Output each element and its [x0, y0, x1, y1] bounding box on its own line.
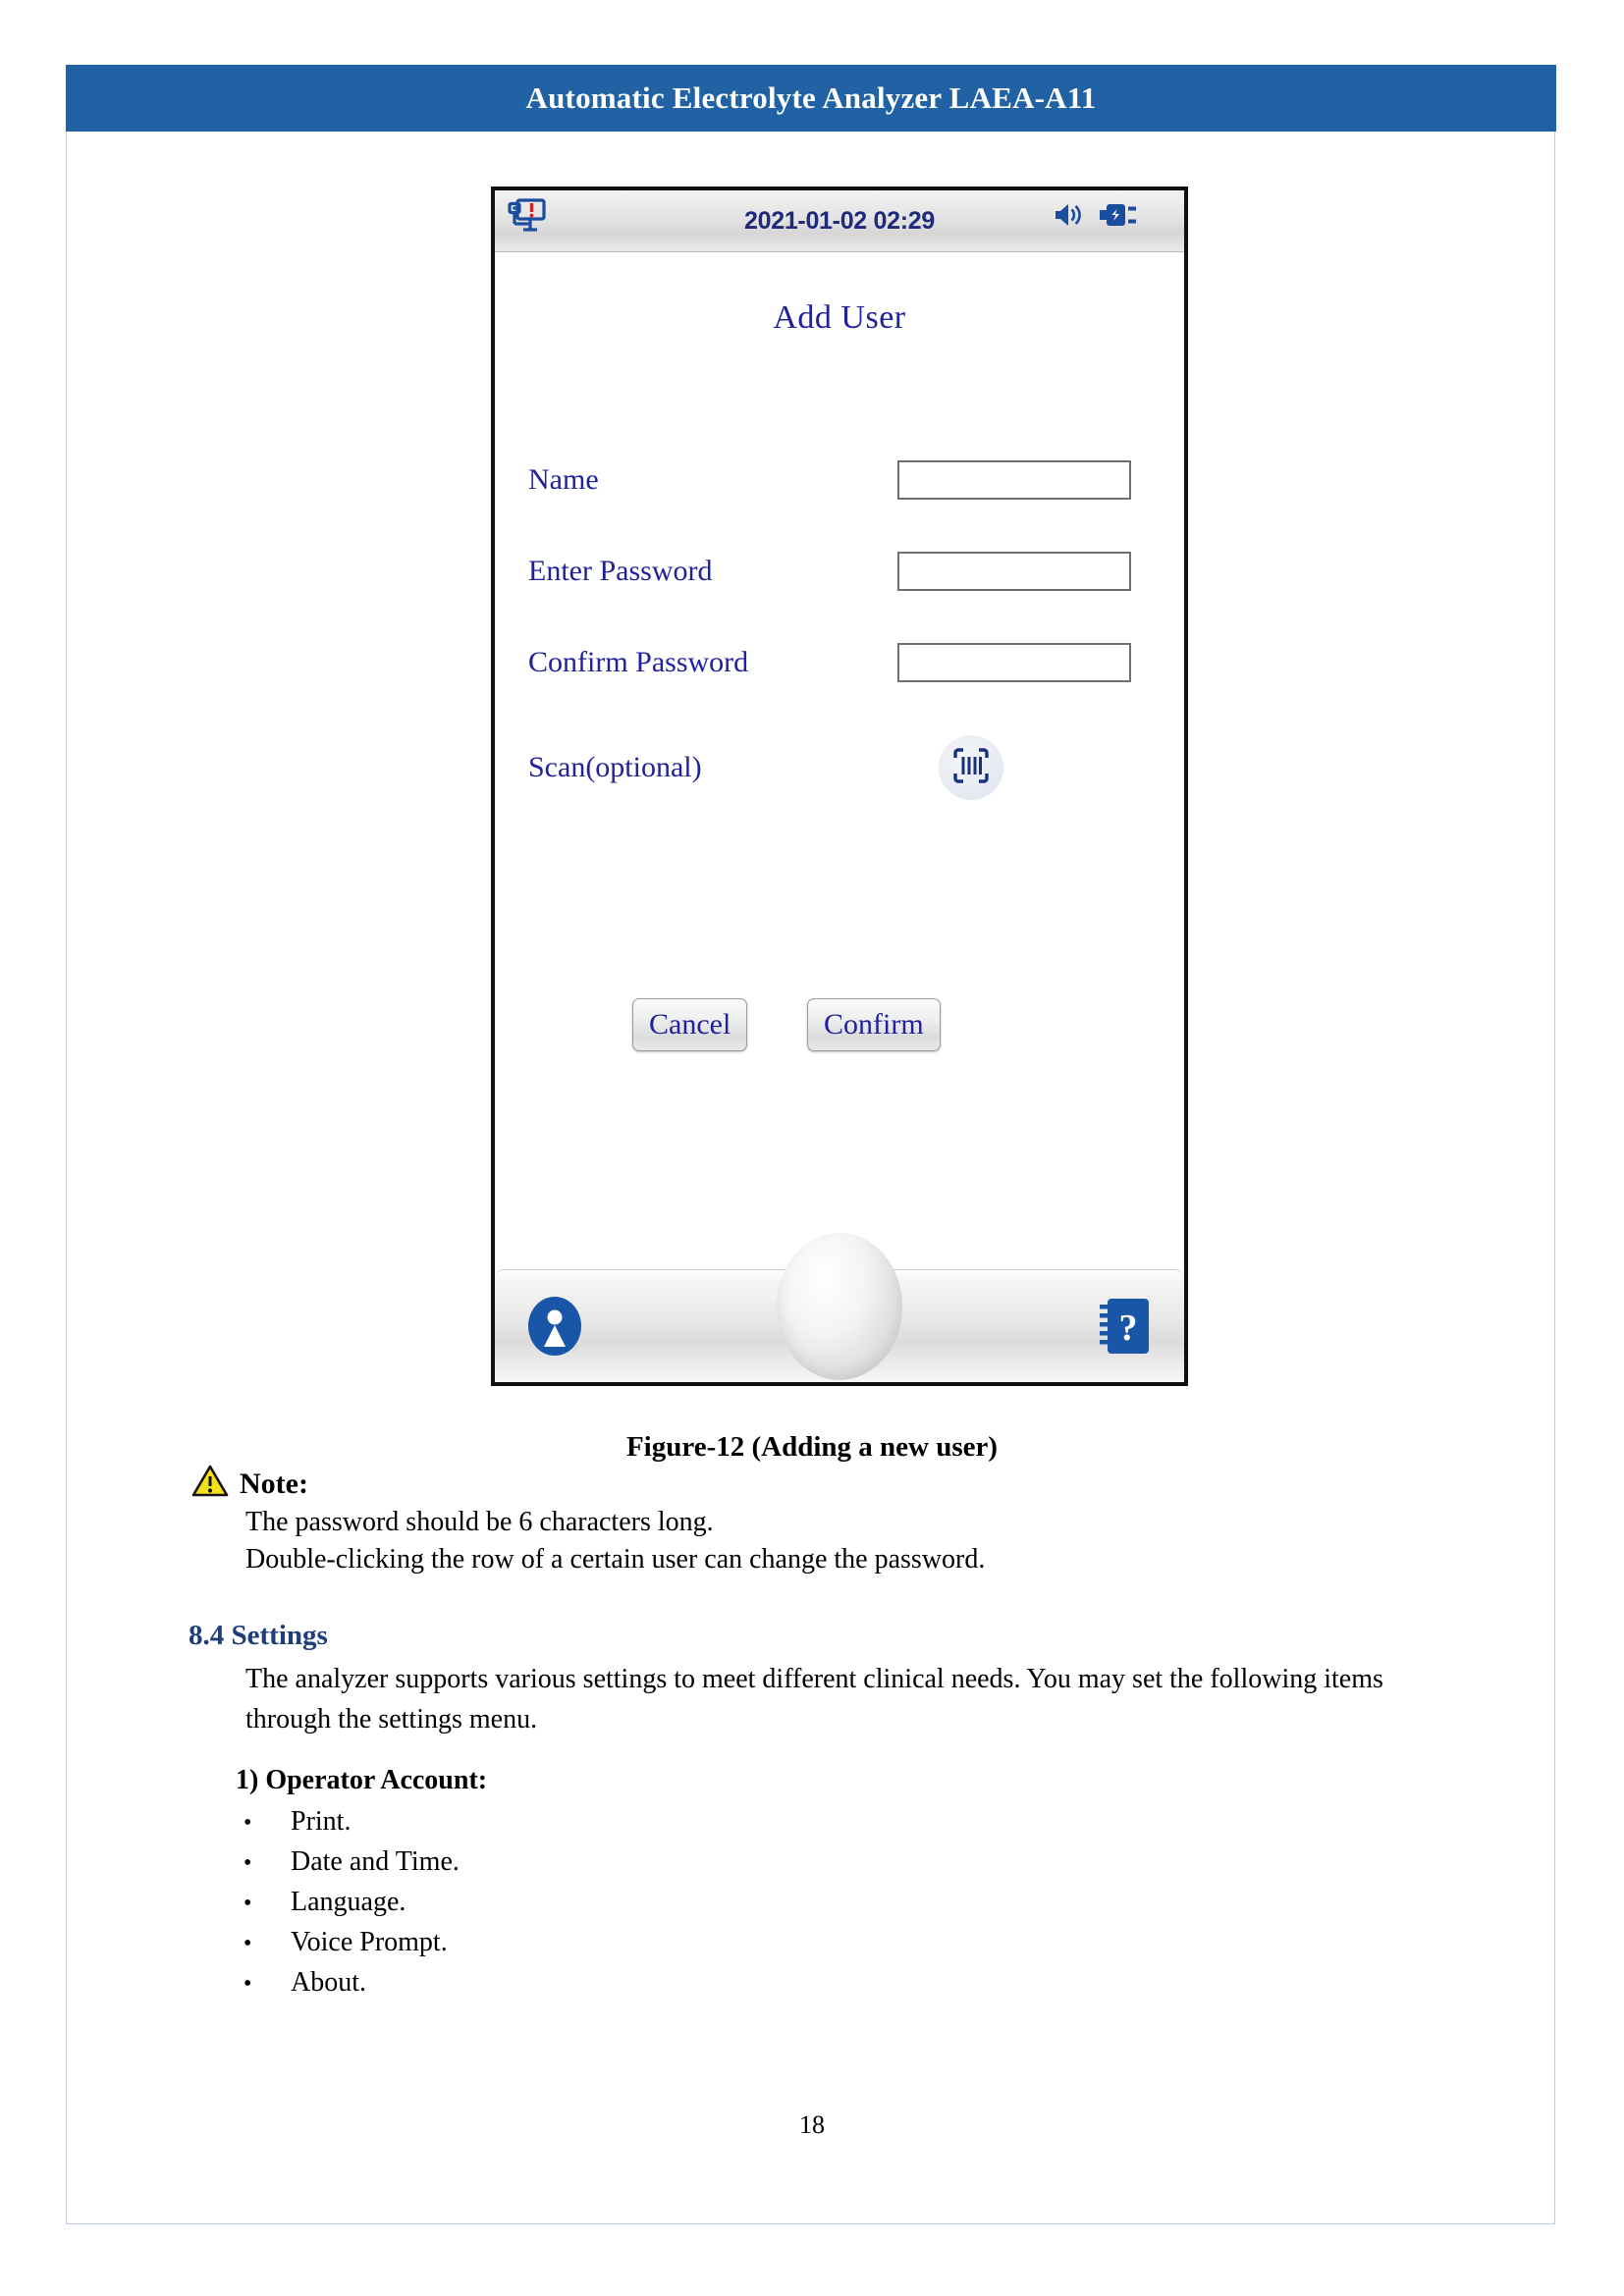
device-bottom-navbar [495, 1269, 1184, 1386]
power-plug-icon [1100, 201, 1137, 234]
form-row-scan [528, 735, 1149, 800]
help-manual-button[interactable] [1098, 1296, 1155, 1362]
user-account-button[interactable] [524, 1296, 585, 1362]
document-header-banner [66, 65, 1556, 132]
note-line-2: Double-clicking the row of a certain user can change the password. [245, 1544, 986, 1575]
bullet-marker-icon: • [244, 1810, 252, 1836]
page-number: 18 [799, 2110, 825, 2139]
warning-triangle-icon [191, 1465, 229, 1503]
list-item [244, 1927, 460, 1967]
barcode-scan-icon [951, 746, 991, 790]
figure-caption: Figure-12 (Adding a new user) [625, 1431, 999, 1463]
document-title: Automatic Electrolyte Analyzer LAEA-A11 [525, 80, 1097, 115]
list-heading-operator-account: 1) Operator Account: [236, 1765, 488, 1795]
confirm-password-label: Confirm Password [528, 646, 749, 678]
form-row-confirm-password [528, 641, 1149, 684]
device-status-bar [495, 190, 1184, 252]
enter-password-input[interactable] [897, 552, 1131, 591]
home-button[interactable] [777, 1233, 902, 1380]
screen-title: Add User [773, 299, 906, 336]
status-bar-indicators [1053, 200, 1137, 235]
device-screenshot-figure [491, 187, 1188, 1386]
list-item [244, 1806, 460, 1846]
cancel-button[interactable]: Cancel [632, 998, 747, 1051]
list-item-label: Voice Prompt. [291, 1927, 448, 1957]
note-line-1: The password should be 6 characters long. [245, 1507, 714, 1537]
form-row-name [528, 458, 1149, 502]
bullet-marker-icon: • [244, 1850, 252, 1876]
bullet-marker-icon: • [244, 1891, 252, 1916]
scan-label: Scan(optional) [528, 751, 702, 783]
list-item-label: Language. [291, 1887, 406, 1917]
list-item [244, 1846, 460, 1887]
bullet-marker-icon: • [244, 1971, 252, 1997]
settings-bullet-list [244, 1806, 460, 2007]
list-item-label: Print. [291, 1806, 352, 1837]
list-item [244, 1887, 460, 1927]
name-label: Name [528, 463, 599, 496]
add-user-screen [495, 252, 1184, 1269]
speaker-icon[interactable] [1053, 200, 1084, 235]
note-header [191, 1465, 308, 1503]
note-label: Note: [240, 1467, 308, 1500]
svg-text:?: ? [1118, 1308, 1138, 1349]
user-account-icon [524, 1344, 585, 1361]
confirm-button[interactable]: Confirm [807, 998, 941, 1051]
list-item [244, 1967, 460, 2007]
barcode-scan-button[interactable] [939, 735, 1003, 800]
confirm-password-input[interactable] [897, 643, 1131, 682]
list-item-label: About. [291, 1967, 366, 1998]
name-input[interactable] [897, 460, 1131, 500]
enter-password-label: Enter Password [528, 555, 713, 587]
section-heading-settings: 8.4 Settings [189, 1620, 328, 1651]
help-manual-icon [1098, 1308, 1155, 1361]
form-row-enter-password [528, 550, 1149, 593]
section-paragraph: The analyzer supports various settings to meet different clinical needs. You may set the following items through the settings menu. [245, 1664, 1383, 1735]
bullet-marker-icon: • [244, 1931, 252, 1956]
status-bar-datetime: 2021-01-02 02:29 [744, 206, 935, 235]
list-item-label: Date and Time. [291, 1846, 460, 1877]
